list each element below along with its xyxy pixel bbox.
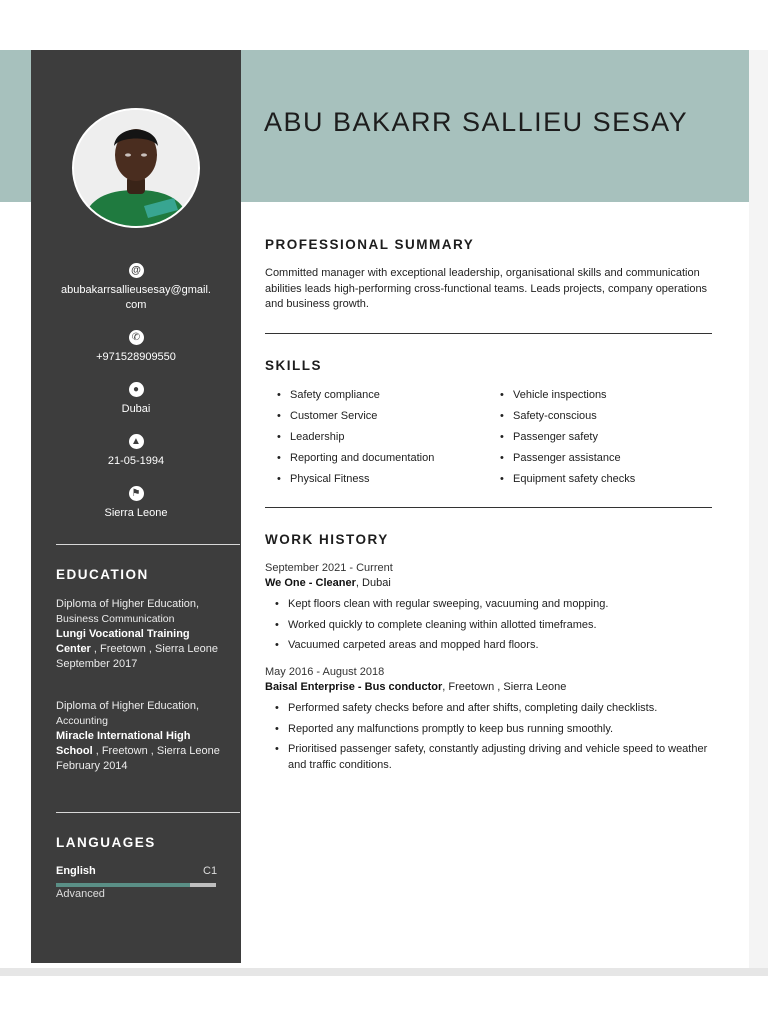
- email-icon: @: [129, 263, 144, 278]
- section-divider: [265, 333, 712, 334]
- skill-item: • Passenger assistance: [500, 451, 635, 472]
- task-item: • Prioritised passenger safety, constantly adjusting driving and vehicle speed to weather and traffic conditions.: [275, 742, 710, 773]
- education-item: [56, 597, 226, 672]
- education-date: September 2017: [56, 658, 138, 670]
- language-proficiency-label: Advanced: [56, 888, 105, 900]
- language-name: English: [56, 865, 96, 877]
- flag-icon: ⚑: [129, 486, 144, 501]
- sidebar-divider: [56, 812, 240, 813]
- job-tasks: [275, 597, 710, 659]
- work-history-heading: WORK HISTORY: [265, 532, 389, 547]
- phone-icon: ✆: [129, 330, 144, 345]
- sidebar-divider: [56, 544, 240, 545]
- job-role: Bus conductor: [364, 681, 443, 693]
- degree-text: Diploma of Higher Education,: [56, 700, 200, 712]
- degree-text: Diploma of Higher Education,: [56, 598, 200, 610]
- task-item: • Performed safety checks before and after shifts, completing daily checklists.: [275, 701, 710, 717]
- skill-item: • Reporting and documentation: [277, 451, 434, 472]
- skill-item: • Customer Service: [277, 409, 434, 430]
- school-location: , Freetown , Sierra Leone: [92, 745, 220, 757]
- job-title-line: [265, 577, 391, 589]
- skill-item: • Vehicle inspections: [500, 388, 635, 409]
- contact-location: [31, 382, 241, 417]
- job-dates: May 2016 - August 2018: [265, 666, 385, 678]
- phone-text: +971528909550: [96, 351, 176, 363]
- contact-email[interactable]: [31, 263, 241, 313]
- task-item: • Reported any malfunctions promptly to keep bus running smoothly.: [275, 722, 710, 738]
- contact-birthdate: [31, 434, 241, 469]
- task-item: • Worked quickly to complete cleaning within allotted timeframes.: [275, 618, 710, 634]
- school-location: , Freetown , Sierra Leone: [90, 643, 219, 655]
- job-tasks: [275, 701, 710, 778]
- summary-text: Committed manager with exceptional leadership, organisational skills and communication abilities leads high-performing cross-functional teams. Leads projects, company operations and business growth.: [265, 267, 708, 310]
- education-date: February 2014: [56, 760, 128, 772]
- email-text: abubakarrsallieusesay@gmail. com: [61, 284, 211, 311]
- field-text: Accounting: [56, 715, 108, 727]
- language-level: C1: [203, 865, 218, 877]
- languages-heading: LANGUAGES: [56, 835, 156, 850]
- task-item: • Kept floors clean with regular sweeping, vacuuming and mopping.: [275, 597, 710, 613]
- education-item: [56, 699, 226, 774]
- candidate-name: ABU BAKARR SALLIEU SESAY: [264, 107, 689, 137]
- skill-item: • Physical Fitness: [277, 472, 434, 493]
- skills-list-left: [277, 388, 434, 493]
- page-bottom-shadow: [0, 968, 768, 976]
- location-pin-icon: ●: [129, 382, 144, 397]
- employer-name: We One -: [265, 577, 313, 589]
- job-location: , Dubai: [355, 577, 391, 589]
- section-divider: [265, 507, 712, 508]
- skill-item: • Equipment safety checks: [500, 472, 635, 493]
- skill-item: • Passenger safety: [500, 430, 635, 451]
- birthday-cake-icon: ▲: [129, 434, 144, 449]
- contact-nationality: [31, 486, 241, 521]
- profile-photo: [72, 108, 200, 228]
- job-title-line: [265, 681, 566, 693]
- skill-item: • Safety compliance: [277, 388, 434, 409]
- employer-name: Baisal Enterprise -: [265, 681, 362, 693]
- language-proficiency-fill: [56, 883, 190, 887]
- nationality-text: Sierra Leone: [104, 507, 168, 519]
- job-role: Cleaner: [315, 577, 356, 589]
- school-name: Miracle International High School: [56, 730, 191, 757]
- skill-item: • Safety-conscious: [500, 409, 635, 430]
- person-photo-icon: [74, 110, 198, 226]
- skill-item: • Leadership: [277, 430, 434, 451]
- skills-list-right: [500, 388, 635, 493]
- page-right-edge: [749, 50, 768, 968]
- sidebar: [31, 50, 241, 963]
- skills-heading: SKILLS: [265, 358, 323, 373]
- task-item: • Vacuumed carpeted areas and mopped hard floors.: [275, 638, 710, 654]
- location-text: Dubai: [121, 403, 151, 415]
- school-name: Lungi Vocational Training Center: [56, 628, 190, 655]
- job-location: , Freetown , Sierra Leone: [442, 681, 567, 693]
- education-heading: EDUCATION: [56, 567, 149, 582]
- birthdate-text: 21-05-1994: [107, 455, 165, 467]
- job-dates: September 2021 - Current: [265, 562, 393, 574]
- language-proficiency-bar: [56, 883, 216, 887]
- contact-phone[interactable]: [31, 330, 241, 365]
- field-text: Business Communication: [56, 613, 175, 625]
- summary-heading: PROFESSIONAL SUMMARY: [265, 237, 475, 252]
